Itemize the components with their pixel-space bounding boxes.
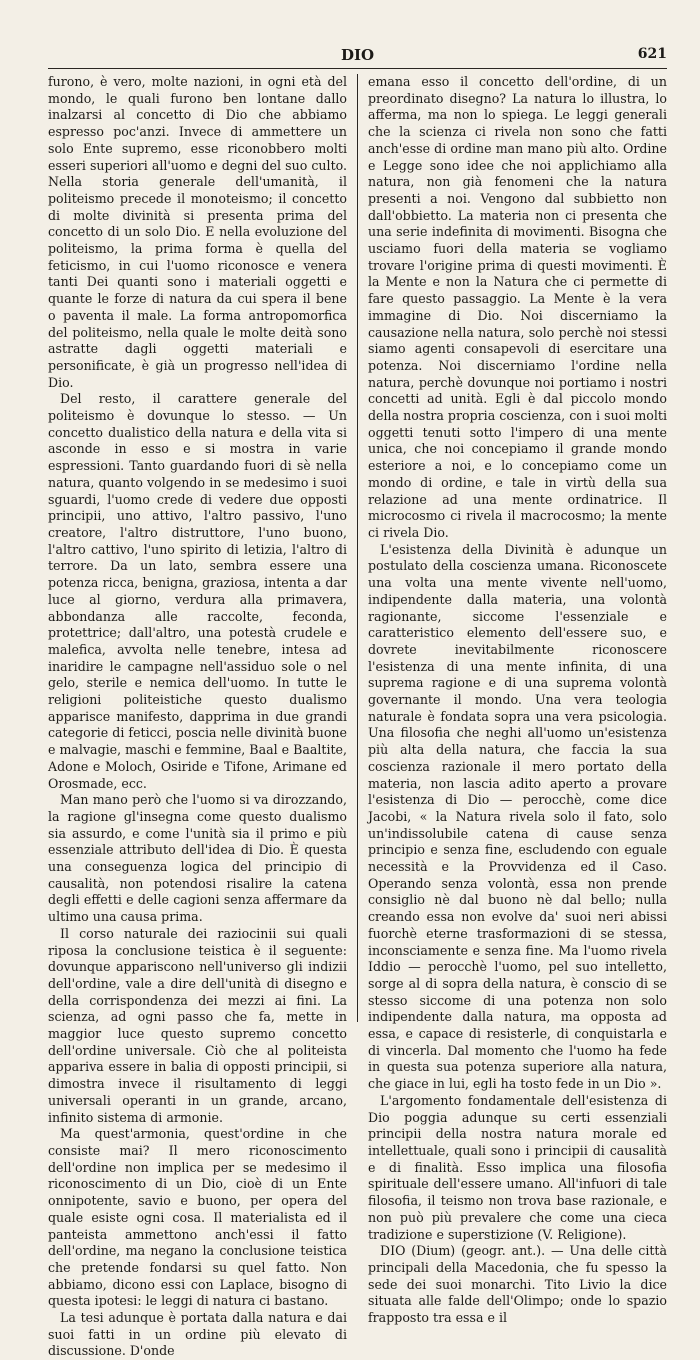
right-column <box>368 74 667 1326</box>
column-divider <box>357 74 358 1022</box>
paragraph: emana esso il concetto dell'ordine, di un preordinato disegno? La natura lo illustra, lo afferma, ma non lo spiega. Le leggi generali che la scienza ci rivela non sono che fatti anch'esse di ordine man mano più alto. Ordine e Legge sono idee che noi applichiamo alla natura, non già fenomeni che la natura presenti a noi. Vengono dal subbietto non dall'obbietto. La materia non ci presenta che una serie indefinita di movimenti. Bisogna che usciamo fuori della materia se vogliamo trovare l'origine prima di questi movimenti. È la Mente e non la Natura che ci permette di fare questo passaggio. La Mente è la vera immagine di Dio. Noi discerniamo la causazione nella natura, solo perchè noi stessi siamo agenti consapevoli di esercitare una potenza. Noi discerniamo l'ordine nella natura, perchè dovunque noi portiamo i nostri concetti ad unità. Egli è dal piccolo mondo della nostra propria coscienza, con i suoi molti oggetti tenuti sotto l'impero di una mente unica, che noi concepiamo il grande mondo esteriore a noi, e lo concepiamo come un mondo di ordine, e tale in virtù della sua relazione ad una mente ordinatrice. Il microcosmo ci rivela il macrocosmo; la mente ci rivela Dio. <box>368 74 667 540</box>
paragraph: Man mano però che l'uomo si va dirozzando, la ragione gl'insegna come questo dualismo sia assurdo, e come l'unità sia il primo e più essenziale attributo dell'idea di Dio. È questa una conseguenza logica del principio di causalità, non potendosi risalire la catena degli effetti e delle cagioni senza affermare da ultimo una causa prima. <box>48 792 347 925</box>
page-number: 621 <box>637 46 667 62</box>
paragraph: L'argomento fondamentale dell'esistenza di Dio poggia adunque su certi essenziali principii della nostra natura morale ed intellettuale, quali sono i principii di causalità e di finalità. Esso implica una filosofia spirituale dell'essere umano. All'infuori di tale filosofia, il teismo non trova base razionale, e non può più prevalere che come una cieca tradizione e superstizione (V. Religione). <box>368 1092 667 1242</box>
paragraph: L'esistenza della Divinità è adunque un postulato della coscienza umana. Riconoscete una volta una mente vivente nell'uomo, indipendente dalla materia, una volontà ragionante, siccome l'essenziale e caratteristico elemento dell'essere suo, e dovrete inevitabilmente riconoscere l'esistenza di una mente infinita, di una suprema ragione e di una suprema volontà governante il mondo. Una vera teologia naturale è fondata sopra una vera psicologia. Una filosofia che neghi all'uomo un'esistenza più alta della natura, che faccia la sua coscienza razionale il mero portato della materia, non lascia adito aperto a provare l'esistenza di Dio — perocchè, come dice Jacobi, « la Natura rivela solo il fato, solo un'indissolubile catena di cause senza principio e senza fine, escludendo con eguale necessità e la Provvidenza ed il Caso. Operando senza volontà, essa non prende consiglio nè dal buono nè dal bello; nulla creando essa non evolve da' suoi neri abissi fuorchè eterne trasformazioni di se stessa, inconsciamente e senza fine. Ma l'uomo rivela Iddio — perocchè l'uomo, pel suo intelletto, sorge al di sopra della natura, è conscio di se stesso siccome di una potenza non solo indipendente dalla natura, ma opposta ad essa, e capace di resisterle, di conquistarla e di vincerla. Dal momento che l'uomo ha fede in questa sua potenza superiore alla natura, che giace in lui, egli ha tosto fede in un Dio ». <box>368 541 667 1092</box>
left-column <box>48 74 347 1359</box>
paragraph: Del resto, il carattere generale del politeismo è dovunque lo stesso. — Un concetto dualistico della natura e della vita si asconde in esso e si mostra in varie espressioni. Tanto guardando fuori di sè nella natura, quanto volgendo in se medesimo i suoi sguardi, l'uomo crede di vedere due opposti principii, uno attivo, l'altro passivo, l'uno creatore, l'altro distruttore, l'uno buono, l'altro cattivo, l'uno spirito di letizia, l'altro di terrore. Da un lato, sembra essere una potenza ricca, benigna, graziosa, intenta a dar luce al giorno, verdura alla primavera, abbondanza alle raccolte, feconda, protettrice; dall'altro, una potestà crudele e malefica, avvolta nelle tenebre, intesa ad inaridire le campagne nell'assiduo sole o nel gelo, sterile e nemica dell'uomo. In tutte le religioni politeistiche questo dualismo apparisce manifesto, dapprima in due grandi categorie di feticci, poscia nelle divinità buone e malvagie, maschi e femmine, Baal e Baaltite, Adone e Moloch, Osiride e Tifone, Arimane ed Orosmade, ecc. <box>48 391 347 791</box>
paragraph: DIO (Dium) (geogr. ant.). — Una delle città principali della Macedonia, che fu spesso la sede dei suoi monarchi. Tito Livio la dice situata alle falde dell'Olimpo; onde lo spazio frapposto tra essa e il <box>368 1243 667 1326</box>
paragraph: Il corso naturale dei raziocinii sui quali riposa la conclusione teistica è il seguente: dovunque appariscono nell'universo gli indizii dell'ordine, vale a dire dell'unità di disegno e della corrispondenza dei mezzi ai fini. La scienza, ad ogni passo che fa, mette in maggior luce questo supremo concetto dell'ordine universale. Ciò che al politeista appariva essere in balia di opposti principii, si dimostra invece il risultamento di leggi universali operanti in un grande, arcano, infinito sistema di armonie. <box>48 925 347 1125</box>
page-title: DIO <box>340 46 375 64</box>
paragraph: furono, è vero, molte nazioni, in ogni età del mondo, le quali furono ben lontane dallo inalzarsi al concetto di Dio che abbiamo espresso poc'anzi. Invece di ammettere un solo Ente supremo, esse riconobbero molti esseri superiori all'uomo e degni del suo culto. Nella storia generale dell'umanità, il politeismo precede il monoteismo; il concetto di molte divinità si presenta prima del concetto di un solo Dio. E nella evoluzione del politeismo, la prima forma è quella del feticismo, in cui l'uomo riconosce e venera tanti Dei quanti sono i materiali oggetti e quante le forze di natura da cui spera il bene o paventa il male. La forma antropomorfica del politeismo, nella quale le molte deità sono astratte dagli oggetti materiali e personificate, è già un progresso nell'idea di Dio. <box>48 74 347 390</box>
header-rule <box>48 68 667 69</box>
paragraph: Ma quest'armonia, quest'ordine in che consiste mai? Il mero riconoscimento dell'ordine non implica per se medesimo il riconoscimento di un Dio, cioè di un Ente onnipotente, savio e buono, per opera del quale esiste ogni cosa. Il materialista ed il panteista ammettono anch'essi il fatto dell'ordine, ma negano la conclusione teistica che pretende fondarsi su quel fatto. Non abbiamo, dicono essi con Laplace, bisogno di questa ipotesi: le leggi di natura ci bastano. <box>48 1126 347 1309</box>
text-columns <box>48 74 667 1359</box>
paragraph: La tesi adunque è portata dalla natura e dai suoi fatti in un ordine più elevato di discussione. D'onde <box>48 1310 347 1359</box>
running-header <box>48 46 667 68</box>
